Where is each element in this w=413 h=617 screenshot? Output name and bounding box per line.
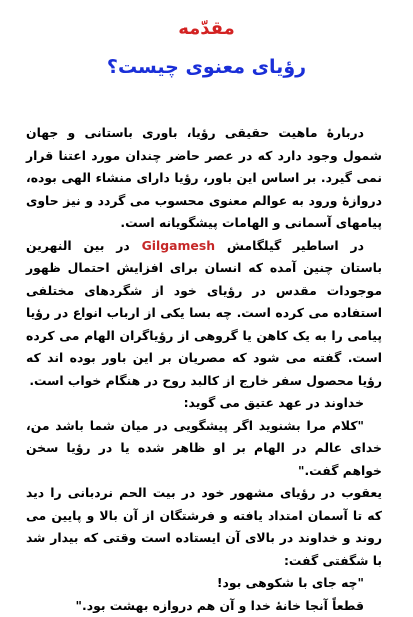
paragraph-gilgamesh	[26, 235, 382, 393]
paragraph-old-testament-intro: خداوند در عهد عتیق می گوید:	[26, 392, 382, 415]
body-text	[26, 122, 382, 617]
paragraph-intro: دربارۀ ماهیت حقیقی رؤیا، باوری باستانی و جهان شمول وجود دارد که در عصر حاضر چندان مورد اعتنا قرار نمی گیرد. بر اساس این باور، رؤیا دارای منشاء الهی بوده، دروازۀ ورود به عوالم معنوی محسوب می گردد و نیز حاوی پیامهای آسمانی و الهامات پیشگویانه است.	[26, 122, 382, 235]
paragraph-gilgamesh-lead: در اساطیر گیلگامش	[215, 238, 364, 253]
quote-line-2: قطعاً آنجا خانۀ خدا و آن هم دروازه بهشت بود."	[26, 595, 382, 617]
paragraph-quote: "کلام مرا بشنوید اگر پیشگویی در میان شما باشد من، خدای عالم در الهام بر او ظاهر شده یا در رؤیا سخن خواهم گفت."	[26, 415, 382, 483]
section-heading: رؤیای معنوی چیست؟	[0, 56, 413, 78]
page-title: مقدّمه	[0, 18, 413, 39]
quote-line-1: "چه جای با شکوهی بود!	[26, 572, 382, 595]
gilgamesh-term: Gilgamesh	[142, 238, 215, 253]
paragraph-gilgamesh-rest: در بین النهرین باستان چنین آمده که انسان برای افزایش احتمال ظهور موجودات مقدس در رؤیای خود از شگردهای مختلفی استفاده می کرده است. چه بسا یکی از ارباب انواع در رؤیا پیامی را به یک کاهن یا گروهی از رؤیاگران الهام می کرده است. گفته می شود که مصریان بر این باور بوده اند که رؤیا محصول سفر خارج از کالبد روح در هنگام خواب است.	[26, 238, 382, 388]
paragraph-jacob: یعقوب در رؤیای مشهور خود در بیت الحم نردبانی را دید که تا آسمان امتداد یافته و فرشتگان از آن بالا و پایین می روند و خداوند در بالای آن ایستاده است وقتی که بیدار شد با شگفتی گفت:	[26, 482, 382, 572]
